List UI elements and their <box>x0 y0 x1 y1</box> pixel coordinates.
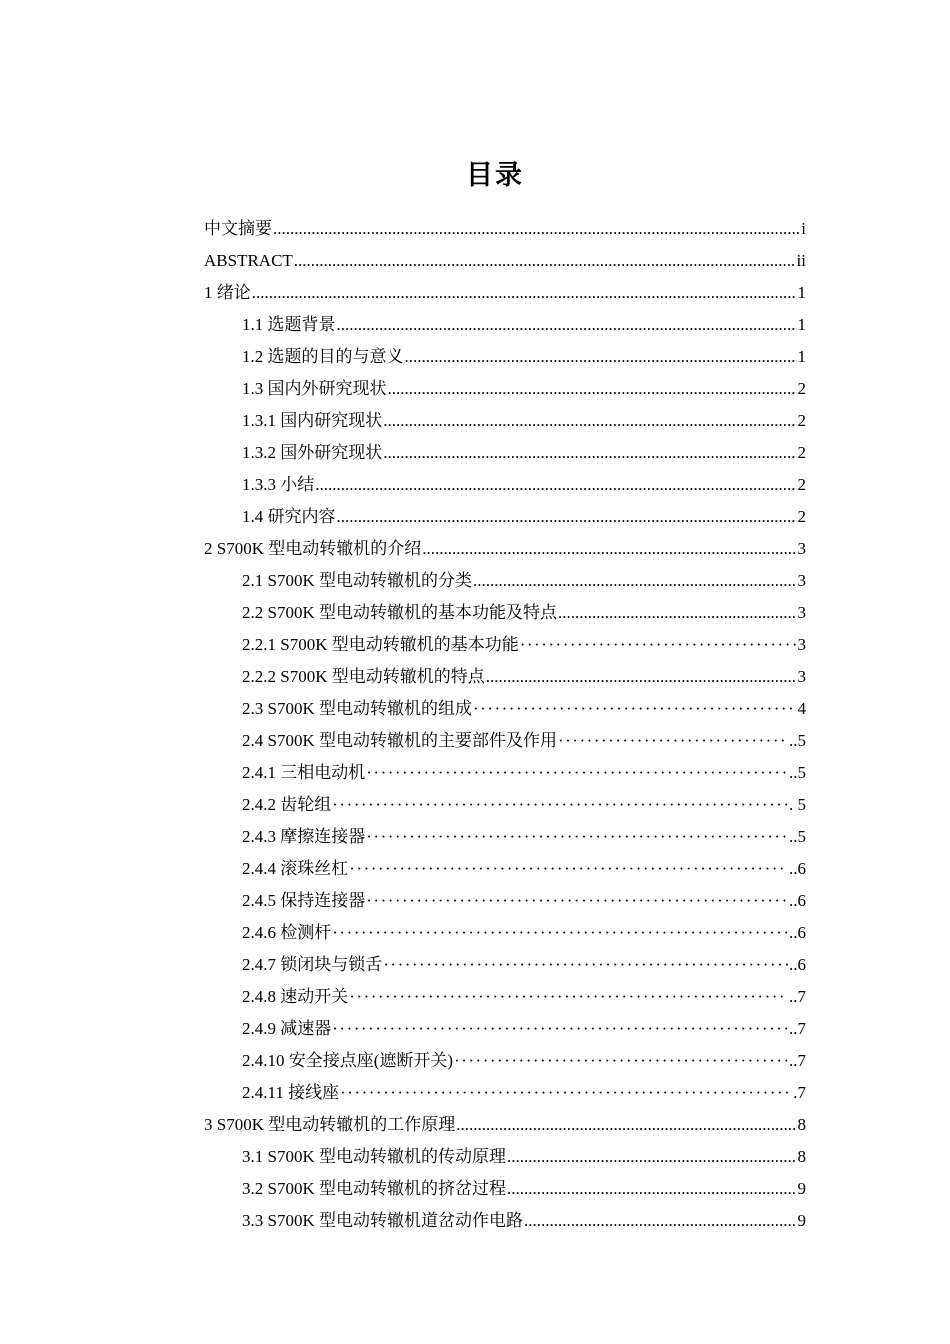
toc-entry[interactable] <box>204 1109 806 1141</box>
toc-entry-label: 1.3.1 国内研究现状 <box>242 411 383 430</box>
toc-dot-leader <box>332 1013 788 1045</box>
toc-entry-page: 2 <box>797 443 806 462</box>
toc-entry[interactable] <box>204 693 806 725</box>
toc-entry-page: 1 <box>797 283 806 302</box>
toc-entry-page: 9 <box>797 1179 806 1198</box>
toc-entry[interactable] <box>204 949 806 981</box>
toc-entry-page: ..7 <box>789 987 806 1006</box>
toc-entry[interactable] <box>204 597 806 629</box>
toc-entry[interactable] <box>204 789 806 821</box>
toc-entry-label: 2.4.7 锁闭块与锁舌 <box>242 955 383 974</box>
toc-entry[interactable] <box>204 1013 806 1045</box>
toc-dot-leader <box>473 565 797 597</box>
toc-dot-leader <box>332 917 788 949</box>
toc-entry-label: 2.1 S700K 型电动转辙机的分类 <box>242 571 472 590</box>
toc-entry[interactable] <box>204 725 806 757</box>
toc-dot-leader <box>507 1173 797 1205</box>
toc-entry-page: 2 <box>797 475 806 494</box>
toc-entry[interactable] <box>204 565 806 597</box>
toc-entry-label: 1.3 国内外研究现状 <box>242 379 387 398</box>
toc-entry[interactable] <box>204 1077 806 1109</box>
toc-entry-page: 1 <box>797 315 806 334</box>
toc-entry-page: .7 <box>793 1083 806 1102</box>
toc-entry-page: ..6 <box>789 955 806 974</box>
toc-entry[interactable] <box>204 245 806 277</box>
toc-entry-page: 8 <box>797 1115 806 1134</box>
toc-entry-label: 3.2 S700K 型电动转辙机的挤岔过程 <box>242 1179 506 1198</box>
toc-entry-page: ..5 <box>789 827 806 846</box>
toc-entry-label: 2.4.6 检测杆 <box>242 923 332 942</box>
toc-entry-label: 2.4.1 三相电动机 <box>242 763 366 782</box>
page-title: 目录 <box>466 160 524 191</box>
toc-entry[interactable] <box>204 277 806 309</box>
toc-entry-page: ..5 <box>789 763 806 782</box>
toc-dot-leader <box>558 597 797 629</box>
toc-entry[interactable] <box>204 629 806 661</box>
toc-entry-page: . 5 <box>789 795 806 814</box>
toc-entry-page: 2 <box>797 379 806 398</box>
toc-entry-page: 3 <box>797 571 806 590</box>
toc-entry[interactable] <box>204 341 806 373</box>
toc-dot-leader <box>454 1045 788 1077</box>
toc-entry[interactable] <box>204 405 806 437</box>
toc-dot-leader <box>349 981 788 1013</box>
toc-entry-label: 1.2 选题的目的与意义 <box>242 347 404 366</box>
toc-entry-page: ..5 <box>789 731 806 750</box>
toc-entry[interactable] <box>204 437 806 469</box>
toc-entry-page: 2 <box>797 411 806 430</box>
toc-entry-label: 2.4.8 速动开关 <box>242 987 349 1006</box>
toc-dot-leader <box>366 821 788 853</box>
toc-entry-page: 8 <box>797 1147 806 1166</box>
toc-entry[interactable] <box>204 917 806 949</box>
toc-dot-leader <box>252 277 797 309</box>
toc-dot-leader <box>337 501 797 533</box>
toc-entry[interactable] <box>204 821 806 853</box>
toc-dot-leader <box>558 725 788 757</box>
toc-dot-leader <box>507 1141 797 1173</box>
toc-entry[interactable] <box>204 469 806 501</box>
toc-entry[interactable] <box>204 1141 806 1173</box>
toc-entry-label: 2.4.3 摩擦连接器 <box>242 827 366 846</box>
toc-entry[interactable] <box>204 885 806 917</box>
toc-entry-page: i <box>801 219 806 238</box>
toc-dot-leader <box>337 309 797 341</box>
toc-dot-leader <box>405 341 797 373</box>
toc-dot-leader <box>524 1205 797 1237</box>
toc-entry-label: 2.2.2 S700K 型电动转辙机的特点 <box>242 667 485 686</box>
toc-dot-leader <box>366 757 788 789</box>
toc-entry-page: ..7 <box>789 1019 806 1038</box>
toc-entry-page: 1 <box>797 347 806 366</box>
toc-dot-leader <box>383 405 796 437</box>
toc-entry[interactable] <box>204 1205 806 1237</box>
toc-entry-label: 2.4.5 保持连接器 <box>242 891 366 910</box>
toc-entry-page: ..7 <box>789 1051 806 1070</box>
toc-entry-label: 2.4.9 减速器 <box>242 1019 332 1038</box>
toc-entry-label: 2.3 S700K 型电动转辙机的组成 <box>242 699 472 718</box>
toc-entry[interactable] <box>204 1173 806 1205</box>
toc-entry[interactable] <box>204 661 806 693</box>
toc-entry[interactable] <box>204 1045 806 1077</box>
toc-dot-leader <box>366 885 788 917</box>
toc-entry-label: 2.4.10 安全接点座(遮断开关) <box>242 1051 454 1070</box>
toc-dot-leader <box>486 661 797 693</box>
toc-entry-page: ..6 <box>789 923 806 942</box>
toc-dot-leader <box>340 1077 792 1109</box>
toc-entry[interactable] <box>204 757 806 789</box>
toc-entry-page: ii <box>796 251 806 270</box>
table-of-contents <box>204 213 806 1237</box>
toc-entry[interactable] <box>204 213 806 245</box>
toc-dot-leader <box>520 629 797 661</box>
toc-entry-page: 4 <box>797 699 806 718</box>
toc-entry[interactable] <box>204 309 806 341</box>
toc-dot-leader <box>315 469 796 501</box>
toc-entry[interactable] <box>204 533 806 565</box>
toc-dot-leader <box>383 437 796 469</box>
toc-dot-leader <box>456 1109 796 1141</box>
toc-entry-label: 2.2.1 S700K 型电动转辙机的基本功能 <box>242 635 519 654</box>
toc-dot-leader <box>388 373 797 405</box>
toc-entry-label: 2.4.4 滚珠丝杠 <box>242 859 349 878</box>
toc-entry-label: 1.3.2 国外研究现状 <box>242 443 383 462</box>
toc-entry-label: 1 绪论 <box>204 283 251 302</box>
toc-dot-leader <box>332 789 788 821</box>
toc-entry-label: 2.4 S700K 型电动转辙机的主要部件及作用 <box>242 731 557 750</box>
toc-dot-leader <box>273 213 800 245</box>
toc-entry-page: 3 <box>797 667 806 686</box>
toc-entry-page: 2 <box>797 507 806 526</box>
toc-entry-page: 3 <box>797 635 806 654</box>
toc-entry-label: 中文摘要 <box>204 219 272 238</box>
toc-entry[interactable] <box>204 373 806 405</box>
toc-dot-leader <box>422 533 796 565</box>
toc-entry[interactable] <box>204 981 806 1013</box>
toc-entry-label: 1.3.3 小结 <box>242 475 315 494</box>
toc-entry-page: 9 <box>797 1211 806 1230</box>
toc-entry-label: 2.2 S700K 型电动转辙机的基本功能及特点 <box>242 603 557 622</box>
toc-entry-label: 1.4 研究内容 <box>242 507 336 526</box>
toc-dot-leader <box>349 853 788 885</box>
toc-entry-page: ..6 <box>789 859 806 878</box>
toc-entry-page: 3 <box>797 603 806 622</box>
toc-entry-label: 3.1 S700K 型电动转辙机的传动原理 <box>242 1147 506 1166</box>
toc-entry[interactable] <box>204 501 806 533</box>
toc-entry[interactable] <box>204 853 806 885</box>
toc-entry-label: ABSTRACT <box>204 251 293 270</box>
toc-entry-label: 2 S700K 型电动转辙机的介绍 <box>204 539 422 558</box>
toc-entry-page: ..6 <box>789 891 806 910</box>
toc-entry-label: 3.3 S700K 型电动转辙机道岔动作电路 <box>242 1211 523 1230</box>
toc-entry-label: 2.4.11 接线座 <box>242 1083 340 1102</box>
toc-dot-leader <box>383 949 788 981</box>
toc-entry-label: 3 S700K 型电动转辙机的工作原理 <box>204 1115 456 1134</box>
toc-entry-label: 2.4.2 齿轮组 <box>242 795 332 814</box>
toc-dot-leader <box>473 693 797 725</box>
toc-dot-leader <box>294 245 796 277</box>
toc-entry-label: 1.1 选题背景 <box>242 315 336 334</box>
toc-entry-page: 3 <box>797 539 806 558</box>
